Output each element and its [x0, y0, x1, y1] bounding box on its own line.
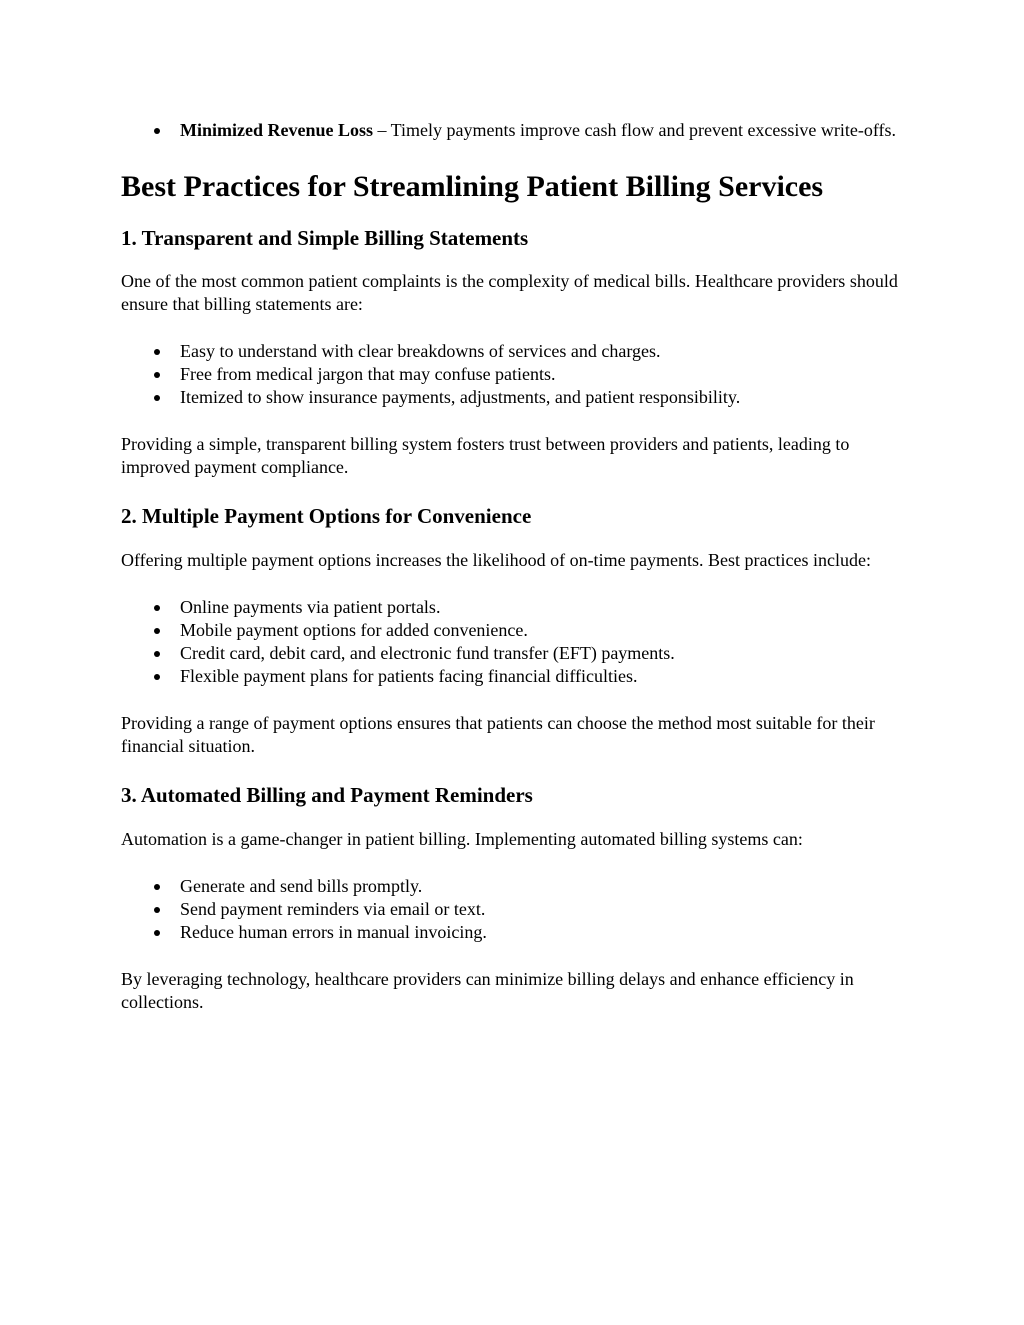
bullet-icon [154, 372, 160, 378]
section-intro: Automation is a game-changer in patient billing. Implementing automated billing systems can: [121, 829, 803, 849]
bullet-text: Generate and send bills promptly. [180, 876, 423, 896]
list-item [121, 363, 911, 386]
section-closing: Providing a range of payment options ensures that patients can choose the method most suitable for their financial situation. [121, 713, 875, 756]
section-bullet-list [121, 875, 911, 944]
list-item [121, 386, 911, 409]
bullet-text: Itemized to show insurance payments, adjustments, and patient responsibility. [180, 387, 741, 407]
bullet-icon [154, 605, 160, 611]
section-intro: Offering multiple payment options increases the likelihood of on-time payments. Best practices include: [121, 550, 871, 570]
list-item [121, 875, 911, 898]
section-heading: 1. Transparent and Simple Billing Statements [121, 226, 529, 250]
document-page [121, 119, 911, 1014]
list-item [121, 898, 911, 921]
bullet-icon [154, 628, 160, 634]
bullet-icon [154, 674, 160, 680]
bullet-text: Flexible payment plans for patients facing financial difficulties. [180, 666, 638, 686]
list-item [121, 665, 911, 688]
bullet-icon [154, 651, 160, 657]
section-heading: 3. Automated Billing and Payment Reminders [121, 783, 533, 807]
bullet-text: Send payment reminders via email or text. [180, 899, 486, 919]
list-item [121, 119, 911, 142]
list-item [121, 921, 911, 944]
bullet-icon [154, 907, 160, 913]
list-item [121, 596, 911, 619]
bullet-icon [154, 930, 160, 936]
bullet-text: Online payments via patient portals. [180, 597, 441, 617]
bullet-text: Credit card, debit card, and electronic fund transfer (EFT) payments. [180, 643, 675, 663]
section-bullet-list [121, 596, 911, 688]
list-item [121, 642, 911, 665]
bullet-icon [154, 884, 160, 890]
section-closing: By leveraging technology, healthcare providers can minimize billing delays and enhance efficiency in collections. [121, 969, 854, 1012]
list-item [121, 619, 911, 642]
intro-bullet-list [121, 119, 911, 142]
bullet-text: – Timely payments improve cash flow and prevent excessive write-offs. [373, 120, 897, 140]
bullet-lead: Minimized Revenue Loss [180, 120, 373, 140]
section-bullet-list [121, 340, 911, 409]
section-closing: Providing a simple, transparent billing system fosters trust between providers and patients, leading to improved payment compliance. [121, 434, 850, 477]
bullet-icon [154, 395, 160, 401]
bullet-text: Easy to understand with clear breakdowns of services and charges. [180, 341, 661, 361]
bullet-text: Reduce human errors in manual invoicing. [180, 922, 487, 942]
main-heading: Best Practices for Streamlining Patient Billing Services [121, 170, 824, 203]
bullet-text: Mobile payment options for added convenience. [180, 620, 528, 640]
list-item [121, 340, 911, 363]
bullet-text: Free from medical jargon that may confuse patients. [180, 364, 556, 384]
section-intro: One of the most common patient complaints is the complexity of medical bills. Healthcare providers should ensure that billing statements are: [121, 271, 898, 314]
bullet-icon [154, 128, 160, 134]
section-heading: 2. Multiple Payment Options for Convenience [121, 504, 532, 528]
bullet-icon [154, 349, 160, 355]
